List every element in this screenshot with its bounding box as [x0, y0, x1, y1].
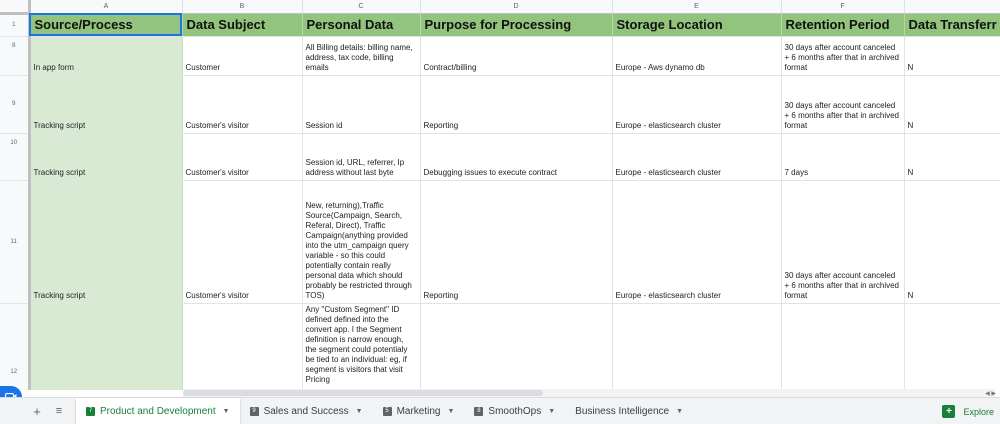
table-row	[0, 75, 1000, 133]
header-row	[0, 13, 1000, 36]
cell-transfer[interactable]	[904, 303, 1000, 390]
tab-label: Sales and Success	[263, 405, 349, 417]
header-cell-storage[interactable]: Storage Location	[612, 13, 781, 36]
cell-source[interactable]: Tracking script	[29, 75, 182, 133]
cell-purpose[interactable]: Reporting	[420, 180, 612, 303]
cell-transfer[interactable]: N	[904, 75, 1000, 133]
cell-subject[interactable]: Customer's visitor	[182, 180, 302, 303]
horizontal-scrollbar[interactable]	[183, 389, 995, 397]
cell-source[interactable]: In app form	[29, 36, 182, 75]
cell-storage[interactable]: Europe - elasticsearch cluster	[612, 180, 781, 303]
cell-personal-data[interactable]: New, returning),Traffic Source(Campaign, Search, Referal, Direct), Traffic Campaign(anything provided into the utm_campaign query variable - so this could potentially contain really personal data which should probably be restricted through TOS)	[302, 180, 420, 303]
cell-subject[interactable]: Customer's visitor	[182, 75, 302, 133]
column-header-b[interactable]: B	[182, 0, 302, 13]
table-row	[0, 36, 1000, 75]
cell-transfer[interactable]: N	[904, 133, 1000, 180]
all-sheets-menu-icon[interactable]: ≡	[55, 405, 63, 417]
cell-retention[interactable]	[781, 303, 904, 390]
tab-sales-and-success[interactable]	[240, 398, 373, 424]
cell-retention[interactable]: 30 days after account canceled + 6 months after that in archived format	[781, 36, 904, 75]
row-header-8[interactable]: 8	[0, 36, 29, 75]
scrollbar-thumb[interactable]	[183, 390, 543, 396]
tab-badge: 9	[250, 407, 259, 416]
tab-label: Business Intelligence	[575, 405, 670, 417]
tab-smoothops[interactable]	[464, 398, 565, 424]
cell-personal-data[interactable]: Any "Custom Segment" ID defined defined into the convert app. I the Segment definition is narrow enough, the segment could potentialy be tied to an individual: eg, if segment is visitors that visit Pricing	[302, 303, 420, 390]
tab-marketing[interactable]	[373, 398, 465, 424]
cell-personal-data[interactable]: Session id, URL, referrer, Ip address without last byte	[302, 133, 420, 180]
cell-purpose[interactable]: Contract/billing	[420, 36, 612, 75]
chevron-down-icon[interactable]: ▼	[355, 407, 363, 415]
chevron-down-icon[interactable]: ▼	[676, 407, 684, 415]
chevron-down-icon[interactable]: ▼	[548, 407, 556, 415]
tab-label: SmoothOps	[488, 405, 542, 417]
chevron-down-icon[interactable]: ▼	[222, 407, 230, 415]
column-header-c[interactable]: C	[302, 0, 420, 13]
cell-transfer[interactable]: N	[904, 36, 1000, 75]
scroll-arrows-icon[interactable]: ◀ ▶	[985, 391, 996, 397]
tab-business-intelligence[interactable]	[565, 398, 693, 424]
tab-product-and-development[interactable]	[76, 398, 240, 424]
header-cell-personal-data[interactable]: Personal Data	[302, 13, 420, 36]
row-header-11[interactable]: 11	[0, 180, 29, 303]
column-header-a[interactable]: A	[29, 0, 182, 13]
table-row	[0, 133, 1000, 180]
header-cell-transfer[interactable]: Data Transferr	[904, 13, 1000, 36]
column-header-row	[0, 0, 1000, 13]
tab-label: Marketing	[396, 405, 441, 417]
cell-personal-data[interactable]: Session id	[302, 75, 420, 133]
column-header-g[interactable]	[904, 0, 1000, 13]
cell-purpose[interactable]: Reporting	[420, 75, 612, 133]
cell-subject[interactable]: Customer's visitor	[182, 133, 302, 180]
header-cell-source[interactable]: Source/Process	[29, 13, 182, 36]
cell-storage[interactable]: Europe - elasticsearch cluster	[612, 133, 781, 180]
explore-icon: +	[942, 405, 955, 418]
header-cell-subject[interactable]: Data Subject	[182, 13, 302, 36]
tab-badge: 7	[86, 407, 95, 416]
row-header-9[interactable]: 9	[0, 75, 29, 133]
tab-badge: 5	[383, 407, 392, 416]
header-cell-purpose[interactable]: Purpose for Processing	[420, 13, 612, 36]
tab-label: Product and Development	[100, 405, 216, 417]
add-sheet-icon[interactable]: +	[33, 403, 41, 419]
row-header-1[interactable]: 1	[0, 13, 29, 36]
cell-retention[interactable]: 30 days after account canceled + 6 months after that in archived format	[781, 75, 904, 133]
cell-purpose[interactable]: Debugging issues to execute contract	[420, 133, 612, 180]
cell-storage[interactable]: Europe - elasticsearch cluster	[612, 75, 781, 133]
cell-retention[interactable]: 7 days	[781, 133, 904, 180]
table-row	[0, 180, 1000, 303]
cell-purpose[interactable]	[420, 303, 612, 390]
cell-subject[interactable]	[182, 303, 302, 390]
row-header-12[interactable]: 12	[0, 303, 29, 390]
cell-subject[interactable]: Customer	[182, 36, 302, 75]
cell-personal-data[interactable]: All Billing details: billing name, address, tax code, billing emails	[302, 36, 420, 75]
sheet-tab-bar	[0, 397, 1000, 424]
explore-label: Explore	[963, 406, 994, 417]
header-cell-retention[interactable]: Retention Period	[781, 13, 904, 36]
chevron-down-icon[interactable]: ▼	[447, 407, 455, 415]
cell-storage[interactable]: Europe - Aws dynamo db	[612, 36, 781, 75]
cell-source[interactable]: Tracking script	[29, 133, 182, 180]
tab-badge: 8	[474, 407, 483, 416]
row-header-10[interactable]: 10	[0, 133, 29, 180]
select-all-corner[interactable]	[0, 0, 29, 13]
cell-source[interactable]	[29, 303, 182, 390]
cell-storage[interactable]	[612, 303, 781, 390]
explore-button[interactable]	[942, 402, 994, 421]
column-header-e[interactable]: E	[612, 0, 781, 13]
cell-retention[interactable]: 30 days after account canceled + 6 months after that in archived format	[781, 180, 904, 303]
table-row	[0, 303, 1000, 390]
column-header-f[interactable]: F	[781, 0, 904, 13]
cell-source[interactable]: Tracking script	[29, 180, 182, 303]
column-header-d[interactable]: D	[420, 0, 612, 13]
cell-transfer[interactable]: N	[904, 180, 1000, 303]
